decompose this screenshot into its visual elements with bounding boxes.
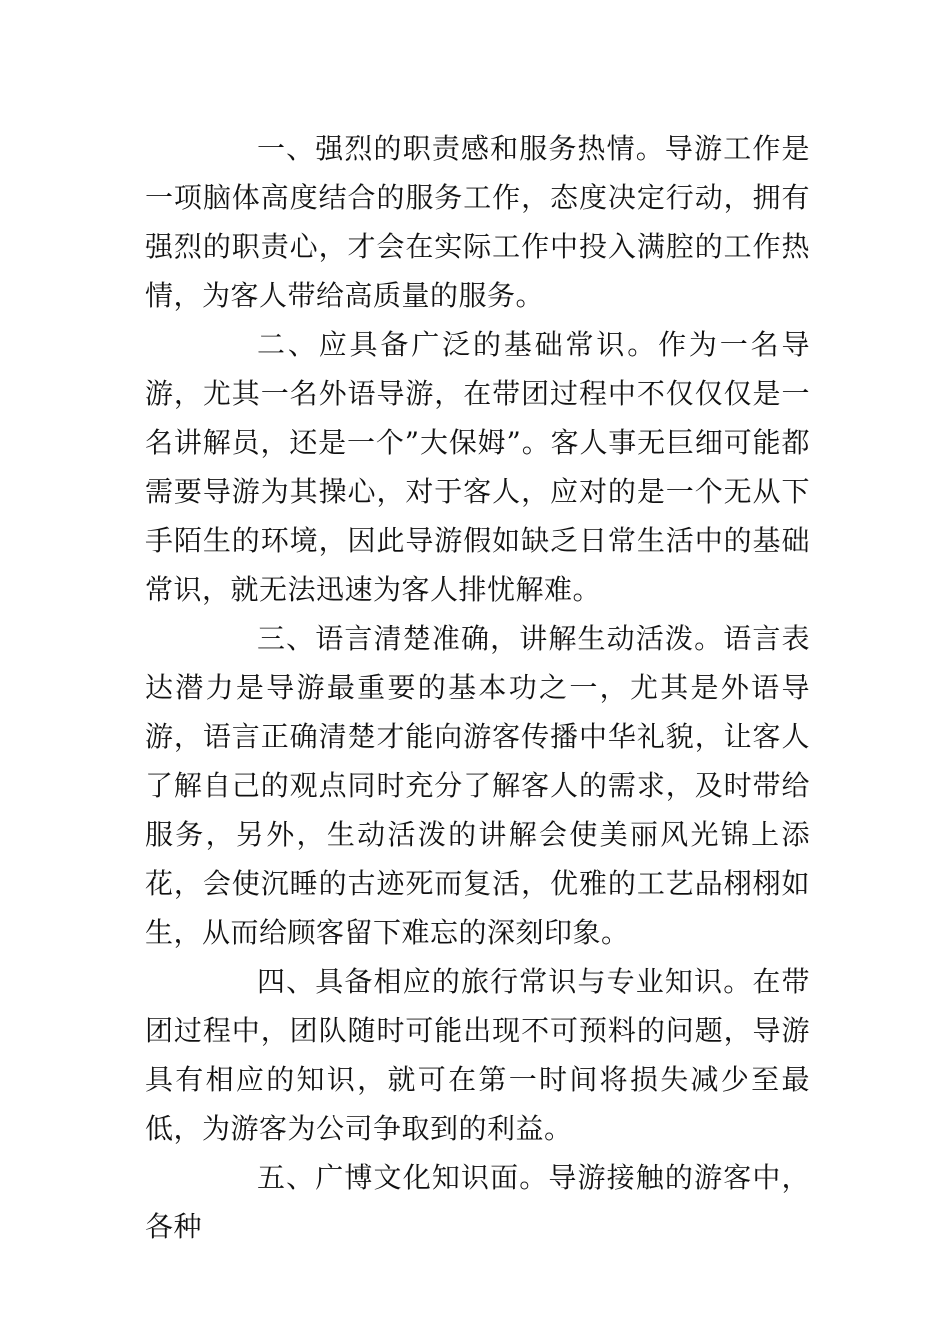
paragraph-4: 四、具备相应的旅行常识与专业知识。在带团过程中，团队随时可能出现不可预料的问题，导游具有相应的知识，就可在第一时间将损失减少至最低，为游客为公司争取到的利益。 <box>145 965 810 1145</box>
document-body <box>145 124 810 1251</box>
paragraph-5: 五、广博文化知识面。导游接触的游客中，各种 <box>145 1161 810 1243</box>
paragraph-1: 一、强烈的职责感和服务热情。导游工作是一项脑体高度结合的服务工作，态度决定行动，拥有强烈的职责心，才会在实际工作中投入满腔的工作热情，为客人带给高质量的服务。 <box>145 132 810 312</box>
paragraph-3: 三、语言清楚准确，讲解生动活泼。语言表达潜力是导游最重要的基本功之一，尤其是外语导游，语言正确清楚才能向游客传播中华礼貌，让客人了解自己的观点同时充分了解客人的需求，及时带给服务，另外，生动活泼的讲解会使美丽风光锦上添花，会使沉睡的古迹死而复活，优雅的工艺品栩栩如生，从而给顾客留下难忘的深刻印象。 <box>145 622 810 949</box>
paragraph-2: 二、应具备广泛的基础常识。作为一名导游，尤其一名外语导游，在带团过程中不仅仅仅是一名讲解员，还是一个”大保姆”。客人事无巨细可能都需要导游为其操心，对于客人，应对的是一个无从下手陌生的环境，因此导游假如缺乏日常生活中的基础常识，就无法迅速为客人排忧解难。 <box>145 328 810 606</box>
